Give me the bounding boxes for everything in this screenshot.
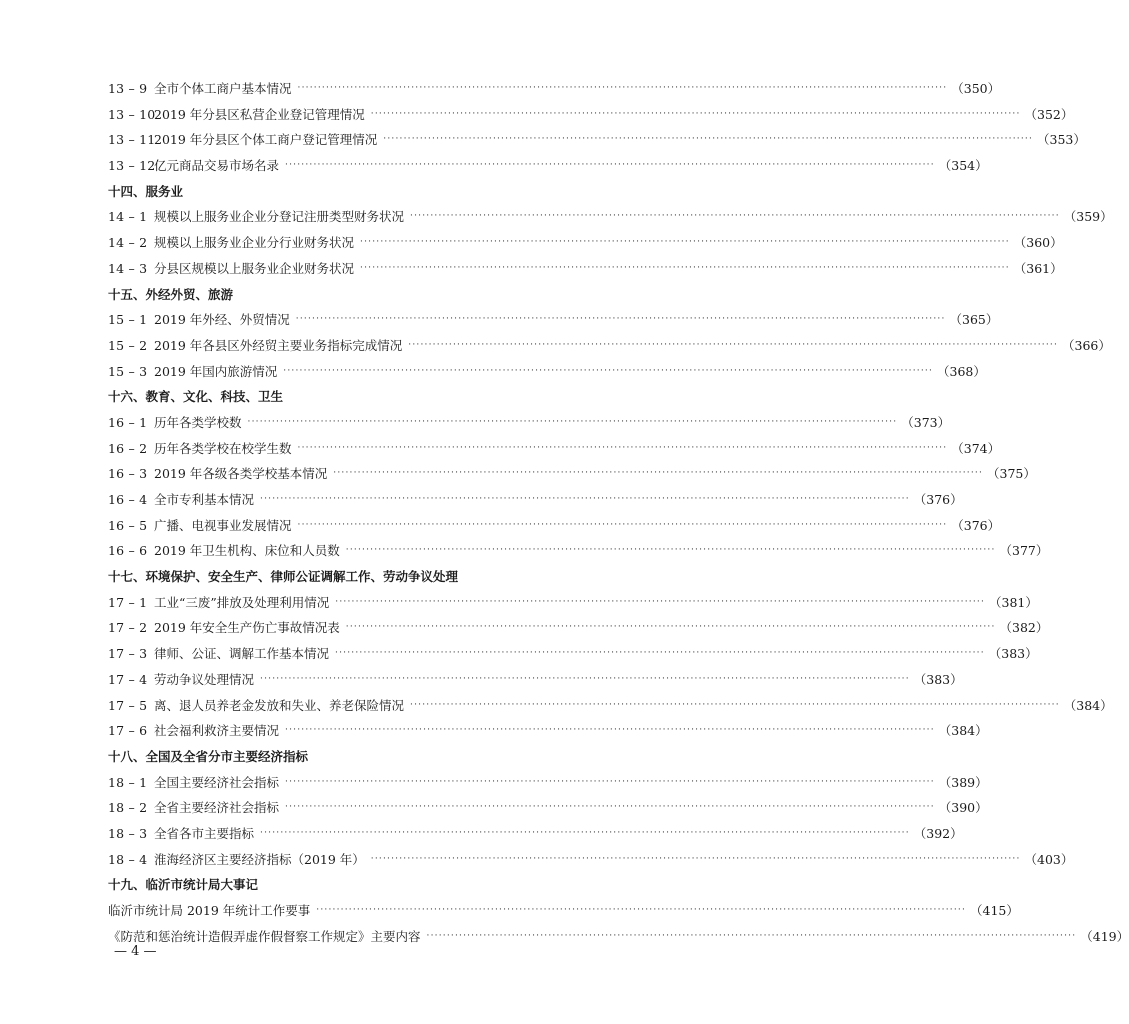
entry-page-number: （360） — [1013, 235, 1063, 251]
dot-leader: ································································································································································ — [260, 827, 910, 838]
entry-title: 2019 年分县区个体工商户登记管理情况 — [154, 132, 378, 148]
entry-title: 2019 年分县区私营企业登记管理情况 — [154, 106, 365, 122]
toc-entry[interactable] — [108, 436, 1001, 462]
toc-entry[interactable] — [108, 513, 1001, 539]
entry-number: 17 – 2 — [108, 620, 148, 636]
entry-title: 全省主要经济社会指标 — [154, 800, 280, 816]
entry-page-number: （415） — [970, 903, 1019, 918]
entry-number: 18 – 4 — [108, 851, 148, 867]
toc-entry[interactable] — [108, 487, 963, 513]
entry-number: 16 – 4 — [108, 492, 148, 507]
entry-page-number: （365） — [949, 312, 999, 328]
table-of-contents — [108, 76, 1129, 949]
entry-page-number: （373） — [901, 414, 951, 430]
entry-number: 14 – 3 — [108, 260, 148, 276]
toc-entry[interactable] — [108, 924, 1129, 950]
entry-page-number: （384） — [1063, 697, 1113, 713]
entry-page-number: （374） — [951, 440, 1001, 456]
dot-leader: ································································································································································ — [316, 905, 966, 915]
dot-leader: ································································································································································ — [360, 237, 1010, 248]
dot-leader: ································································································································································ — [360, 262, 1010, 273]
toc-entry[interactable] — [108, 204, 1113, 230]
entry-title: 社会福利救济主要情况 — [154, 723, 280, 739]
entry-number: 14 – 2 — [108, 235, 148, 251]
entry-page-number: （383） — [913, 671, 963, 687]
entry-page-number: （403） — [1024, 851, 1074, 867]
entry-page-number: （381） — [989, 594, 1038, 610]
entry-number: 16 – 2 — [108, 440, 148, 456]
dot-leader: ································································································································································ — [285, 725, 935, 736]
entry-title: 规模以上服务业企业分登记注册类型财务状况 — [154, 209, 405, 225]
entry-title: 亿元商品交易市场名录 — [154, 158, 280, 174]
dot-leader: ································································································································································ — [297, 519, 948, 530]
entry-title: 2019 年安全生产伤亡事故情况表 — [154, 620, 340, 636]
entry-number: 16 – 3 — [108, 466, 148, 482]
entry-title: 2019 年国内旅游情况 — [154, 363, 278, 379]
entry-page-number: （377） — [999, 543, 1049, 559]
toc-entry[interactable] — [108, 821, 963, 847]
entry-page-number: （368） — [937, 363, 986, 379]
entry-title: 2019 年各县区外经贸主要业务指标完成情况 — [154, 337, 403, 353]
toc-entry[interactable] — [108, 76, 1001, 102]
entry-page-number: （359） — [1063, 209, 1113, 225]
entry-number: 17 – 6 — [108, 723, 148, 739]
entry-title: 2019 年外经、外贸情况 — [154, 312, 290, 328]
entry-title: 全国主要经济社会指标 — [154, 774, 280, 790]
entry-number: 15 – 3 — [108, 363, 148, 379]
toc-entry[interactable] — [108, 770, 988, 796]
toc-entry[interactable] — [108, 127, 1086, 153]
dot-leader: ································································································································································ — [333, 468, 984, 479]
entry-number: 18 – 1 — [108, 774, 148, 790]
entry-title: 临沂市统计局 2019 年统计工作要事 — [108, 903, 311, 918]
toc-entry[interactable] — [108, 641, 1038, 667]
entry-title: 离、退人员养老金发放和失业、养老保险情况 — [154, 697, 405, 713]
dot-leader: ································································································································································ — [408, 339, 1059, 350]
entry-title: 广播、电视事业发展情况 — [154, 517, 292, 533]
entry-page-number: （392） — [913, 825, 963, 841]
dot-leader: ································································································································································ — [335, 596, 986, 607]
section-heading: 十六、教育、文化、科技、卫生 — [108, 389, 284, 405]
entry-title: 全市个体工商户基本情况 — [154, 81, 292, 96]
entry-title: 全市专利基本情况 — [154, 492, 255, 507]
dot-leader: ································································································································································ — [285, 776, 935, 787]
entry-title: 分县区规模以上服务业企业财务状况 — [154, 260, 355, 276]
entry-number: 18 – 3 — [108, 825, 148, 841]
dot-leader: ································································································································································ — [297, 442, 948, 453]
toc-entry[interactable] — [108, 590, 1038, 616]
entry-title: 历年各类学校数 — [154, 414, 242, 430]
entry-title: 劳动争议处理情况 — [154, 671, 255, 687]
entry-title: 2019 年各级各类学校基本情况 — [154, 466, 328, 482]
page-number: — 4 — — [114, 944, 157, 959]
entry-page-number: （376） — [913, 492, 963, 507]
toc-entry[interactable] — [108, 230, 1063, 256]
entry-title: 全省各市主要指标 — [154, 825, 255, 841]
toc-entry[interactable] — [108, 410, 951, 436]
entry-number: 17 – 5 — [108, 697, 148, 713]
toc-entry[interactable] — [108, 847, 1074, 873]
entry-number: 14 – 1 — [108, 209, 148, 225]
entry-page-number: （354） — [938, 158, 988, 174]
toc-entry[interactable] — [108, 898, 1019, 924]
dot-leader: ································································································································································ — [260, 494, 910, 504]
toc-entry[interactable] — [108, 795, 988, 821]
entry-number: 13 – 9 — [108, 81, 148, 96]
entry-page-number: （419） — [1080, 928, 1129, 944]
entry-title: 工业“三废”排放及处理利用情况 — [154, 594, 330, 610]
entry-number: 17 – 4 — [108, 671, 148, 687]
toc-entry[interactable] — [108, 256, 1063, 282]
entry-number: 17 – 1 — [108, 594, 148, 610]
entry-page-number: （390） — [938, 800, 988, 816]
section-heading: 十五、外经外贸、旅游 — [108, 286, 234, 302]
entry-title: 淮海经济区主要经济指标（2019 年） — [154, 851, 365, 867]
toc-entry[interactable] — [108, 718, 988, 744]
entry-page-number: （376） — [951, 517, 1001, 533]
entry-number: 18 – 2 — [108, 800, 148, 816]
dot-leader: ································································································································································ — [260, 673, 910, 684]
dot-leader: ································································································································································ — [426, 930, 1077, 941]
dot-leader: ································································································································································ — [283, 365, 934, 376]
entry-page-number: （382） — [999, 620, 1049, 636]
entry-number: 15 – 2 — [108, 337, 148, 353]
entry-page-number: （361） — [1013, 260, 1063, 276]
dot-leader: ································································································································································ — [370, 108, 1021, 119]
entry-number: 16 – 1 — [108, 414, 148, 430]
entry-number: 16 – 6 — [108, 543, 148, 559]
entry-page-number: （389） — [938, 774, 988, 790]
entry-number: 16 – 5 — [108, 517, 148, 533]
entry-number: 13 – 12 — [108, 158, 156, 174]
entry-page-number: （366） — [1062, 337, 1111, 353]
toc-entry[interactable] — [108, 359, 986, 385]
entry-title: 规模以上服务业企业分行业财务状况 — [154, 235, 355, 251]
entry-page-number: （375） — [987, 466, 1036, 482]
toc-entry[interactable] — [108, 307, 999, 333]
section-heading: 十七、环境保护、安全生产、律师公证调解工作、劳动争议处理 — [108, 569, 459, 585]
toc-entry[interactable] — [108, 102, 1074, 128]
entry-title: 律师、公证、调解工作基本情况 — [154, 646, 330, 662]
dot-leader: ································································································································································ — [247, 416, 898, 427]
dot-leader: ································································································································································ — [345, 545, 996, 556]
entry-page-number: （384） — [938, 723, 988, 739]
entry-page-number: （352） — [1024, 106, 1074, 122]
dot-leader: ································································································································································ — [345, 622, 996, 633]
toc-entry[interactable] — [108, 153, 988, 179]
entry-page-number: （350） — [951, 81, 1001, 96]
entry-title: 《防范和惩治统计造假弄虚作假督察工作规定》主要内容 — [108, 928, 421, 944]
dot-leader: ································································································································································ — [410, 699, 1060, 710]
dot-leader: ································································································································································ — [383, 134, 1034, 145]
toc-entry[interactable] — [108, 461, 1036, 487]
toc-entry[interactable] — [108, 615, 1049, 641]
entry-number: 17 – 3 — [108, 646, 148, 662]
dot-leader: ································································································································································ — [370, 853, 1021, 864]
dot-leader: ································································································································································ — [295, 314, 946, 325]
entry-number: 15 – 1 — [108, 312, 148, 328]
entry-number: 13 – 10 — [108, 106, 156, 122]
section-heading: 十四、服务业 — [108, 183, 184, 199]
dot-leader: ································································································································································ — [285, 802, 935, 813]
dot-leader: ································································································································································ — [335, 648, 985, 659]
dot-leader: ································································································································································ — [410, 211, 1060, 222]
entry-title: 历年各类学校在校学生数 — [154, 440, 292, 456]
section-heading: 十九、临沂市统计局大事记 — [108, 877, 259, 893]
entry-page-number: （383） — [988, 646, 1038, 662]
dot-leader: ································································································································································ — [297, 83, 948, 93]
entry-title: 2019 年卫生机构、床位和人员数 — [154, 543, 340, 559]
toc-entry[interactable] — [108, 693, 1113, 719]
entry-number: 13 – 11 — [108, 132, 156, 148]
toc-entry[interactable] — [108, 538, 1049, 564]
entry-page-number: （353） — [1037, 132, 1086, 148]
section-heading: 十八、全国及全省分市主要经济指标 — [108, 748, 309, 764]
toc-entry[interactable] — [108, 333, 1111, 359]
dot-leader: ································································································································································ — [285, 160, 935, 171]
toc-entry[interactable] — [108, 667, 963, 693]
